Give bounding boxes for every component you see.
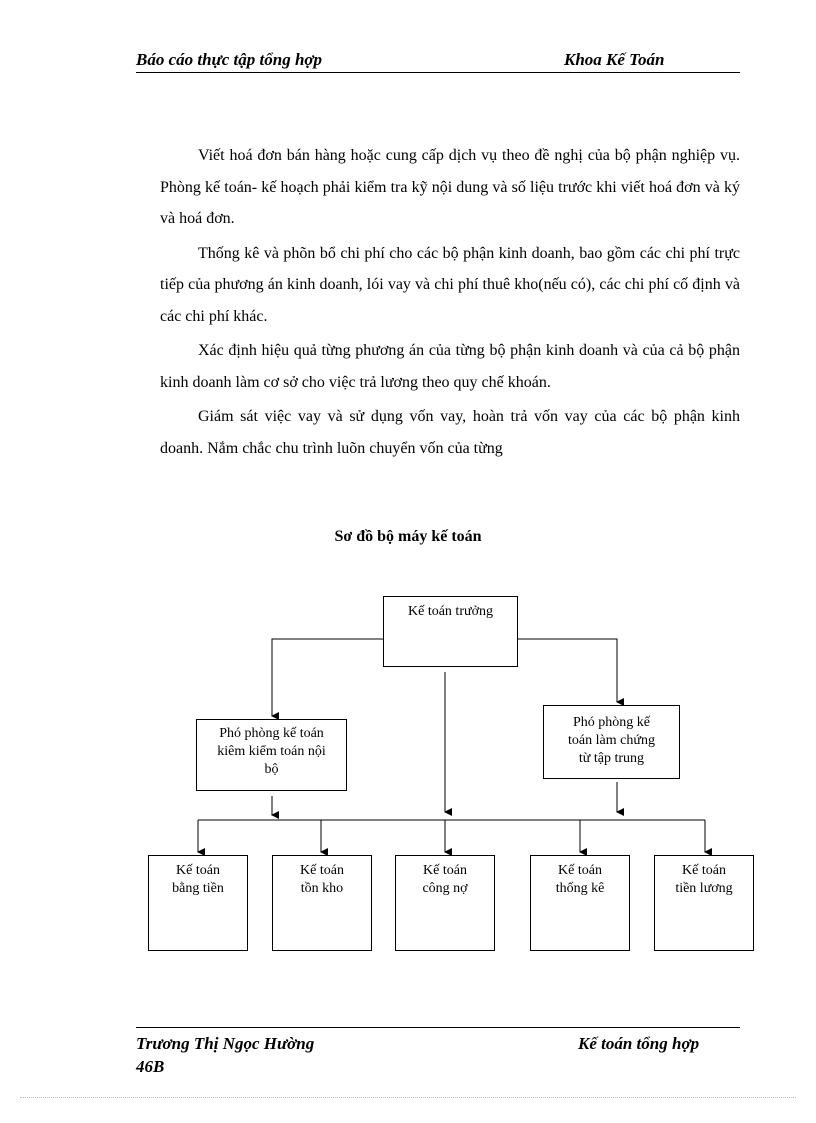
box-cash-accountant-line-1: Kế toán	[176, 863, 220, 878]
box-inventory-accountant-line-1: Kế toán	[300, 863, 344, 878]
box-salary-accountant-line-2: tiền lương	[675, 881, 733, 896]
box-chief-accountant-label: Kế toán trưởng	[408, 604, 493, 619]
box-deputy-documents-line-2: toán làm chứng	[568, 733, 655, 748]
paragraph-invoice: Viết hoá đơn bán hàng hoặc cung cấp dịch vụ theo đề nghị của bộ phận nghiệp vụ. Phòng kế toán- kế hoạch phải kiểm tra kỹ nội dung và số liệu trước khi viết hoá đơn và ký và hoá đơn.	[160, 147, 740, 227]
header-faculty: Khoa Kế Toán	[564, 50, 665, 69]
box-deputy-internal-audit-line-2: kiêm kiểm toán nội	[217, 744, 326, 759]
paragraph-cost-allocation: Thống kê và phõn bổ chi phí cho các bộ phận kinh doanh, bao gồm các chi phí trực tiếp của phương án kinh doanh, lói vay và chi phí thuê kho(nếu có), các chi phí cố định và các chi phí khác.	[160, 244, 740, 325]
box-deputy-internal-audit	[196, 719, 347, 791]
box-cash-accountant-line-2: bằng tiền	[172, 881, 224, 896]
box-statistics-accountant	[530, 855, 630, 951]
box-deputy-internal-audit-line-3: bộ	[264, 762, 279, 777]
box-debt-accountant-line-1: Kế toán	[423, 863, 467, 878]
page-bottom-border	[20, 1097, 796, 1098]
box-chief-accountant	[383, 596, 518, 667]
footer-author-name: Trương Thị Ngọc Hường	[136, 1034, 315, 1053]
footer-class: 46B	[136, 1057, 165, 1076]
box-debt-accountant	[395, 855, 495, 951]
box-cash-accountant	[148, 855, 248, 951]
header-report-title: Báo cáo thực tập tổng hợp	[136, 50, 323, 69]
box-debt-accountant-line-2: công nợ	[422, 881, 468, 896]
box-deputy-documents	[543, 705, 680, 779]
box-salary-accountant-line-1: Kế toán	[682, 863, 726, 878]
diagram-title: Sơ đồ bộ máy kế toán	[334, 528, 482, 545]
paragraph-efficiency: Xác định hiệu quả từng phương án của từng bộ phận kinh doanh và của cả bộ phận kinh doanh làm cơ sở cho việc trả lương theo quy chế khoán.	[160, 342, 740, 391]
box-deputy-documents-line-1: Phó phòng kế	[573, 715, 650, 730]
box-deputy-internal-audit-line-1: Phó phòng kế toán	[219, 726, 324, 741]
connector-chief-to-right-deputy	[518, 639, 617, 702]
box-statistics-accountant-line-2: thống kê	[555, 881, 605, 896]
box-statistics-accountant-line-1: Kế toán	[558, 863, 602, 878]
box-salary-accountant	[654, 855, 754, 951]
footer-department: Kế toán tổng hợp	[578, 1034, 700, 1053]
paragraph-loan-supervision: Giám sát việc vay và sử dụng vốn vay, hoàn trả vốn vay của các bộ phận kinh doanh. Nắm chắc chu trình luõn chuyển vốn của từng	[160, 408, 740, 457]
box-deputy-documents-line-3: từ tập trung	[578, 751, 645, 766]
connector-chief-to-left-deputy	[272, 639, 383, 716]
box-inventory-accountant-line-2: tồn kho	[300, 881, 344, 896]
footer-divider	[136, 1027, 740, 1028]
box-inventory-accountant	[272, 855, 372, 951]
